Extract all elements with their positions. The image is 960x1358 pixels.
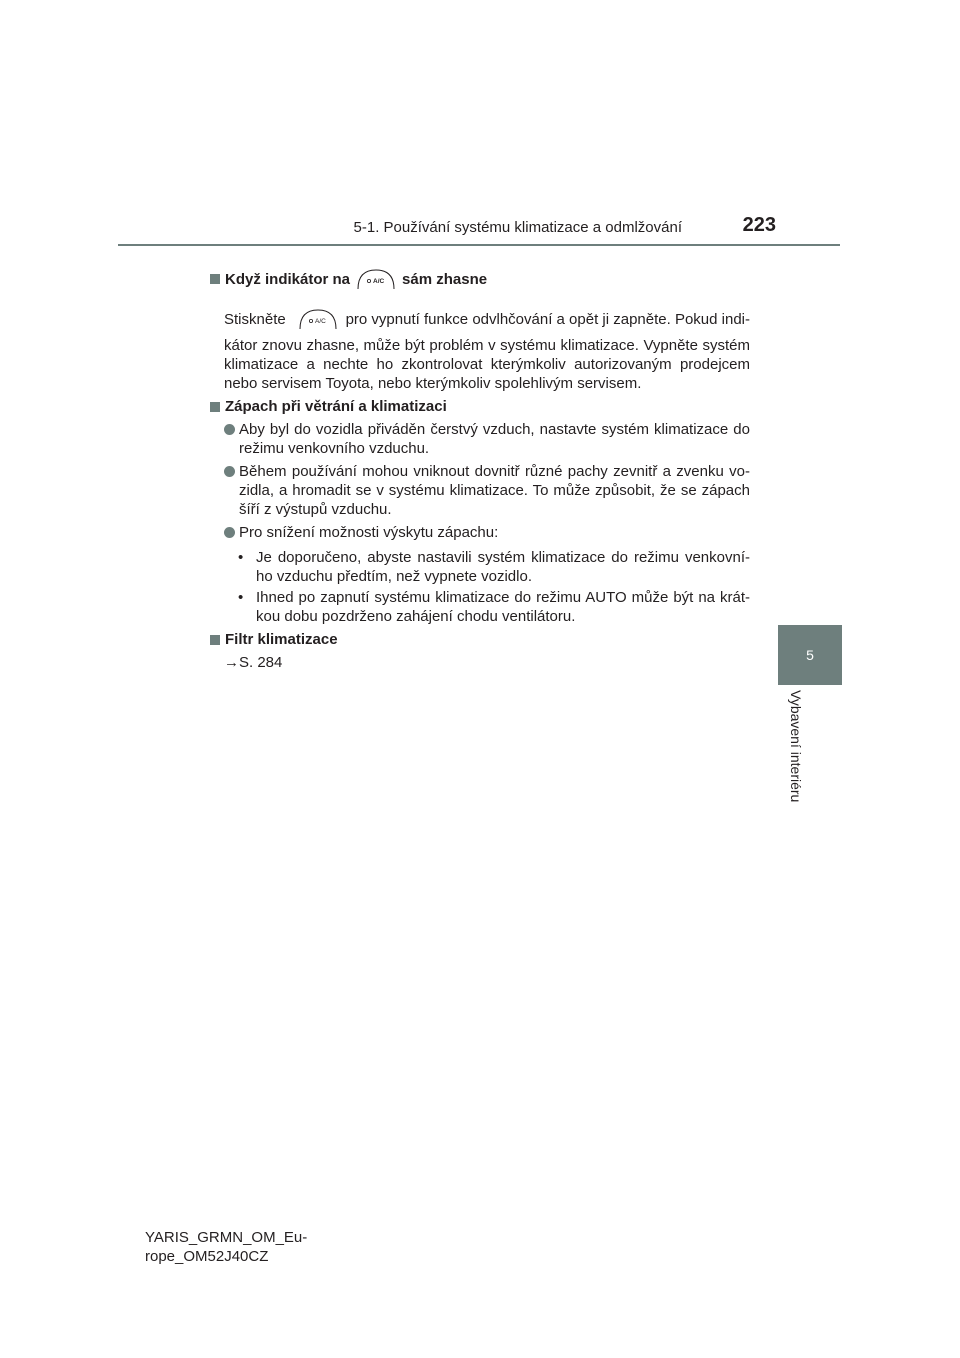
heading-text: Když indikátor na bbox=[225, 270, 351, 288]
list-item-text: Během používání mohou vniknout dovnitř různé pachy zevnitř a zvenku vo-zidla, a hromadit se v systému klimatizace. To může způsobit, že se zápach šíří z výstupů vzduchu. bbox=[239, 463, 750, 518]
list-item bbox=[224, 420, 750, 458]
circle-bullet-icon bbox=[224, 424, 235, 435]
ac-icon-label: A/C bbox=[314, 318, 326, 325]
dot-bullet-icon: • bbox=[238, 549, 244, 566]
heading-text: Filtr klimatizace bbox=[225, 631, 338, 648]
paragraph-text: pro vypnutí funkce odvlhčování a opět ji zapněte. Pokud indi- bbox=[345, 310, 750, 328]
paragraph-text: Stiskněte bbox=[224, 310, 286, 328]
document-code-line: YARIS_GRMN_OM_Eu- bbox=[145, 1229, 308, 1246]
section-heading bbox=[210, 397, 750, 416]
ac-button-icon bbox=[296, 308, 336, 330]
square-bullet-icon bbox=[210, 635, 220, 645]
paragraph bbox=[224, 308, 750, 330]
paragraph: kátor znovu zhasne, může být problém v systému klimatizace. Vypněte systém klimatizace a nechte ho zkontrolovat kterýmkoliv autorizovaným prodejcem nebo servisem Toyota, nebo kterýmkoliv spolehlivým servisem. bbox=[224, 337, 750, 392]
heading-text: sám zhasne bbox=[402, 270, 488, 288]
sub-list-item-text: Je doporučeno, abyste nastavili systém klimatizace do režimu venkovní-ho vzduchu předtím, než vypnete vozidlo. bbox=[256, 549, 750, 585]
list-item bbox=[224, 523, 750, 542]
list-item-text: Pro snížení možnosti výskytu zápachu: bbox=[239, 524, 499, 541]
page-reference: →S. 284 bbox=[224, 654, 283, 671]
header-divider bbox=[118, 244, 840, 246]
ac-button-icon bbox=[354, 268, 398, 290]
section-heading bbox=[210, 630, 750, 649]
section-heading bbox=[210, 268, 750, 290]
sub-list-item bbox=[238, 588, 750, 626]
section-title: 5-1. Používání systému klimatizace a odmlžování bbox=[353, 219, 682, 236]
list-item-text: Aby byl do vozidla přiváděn čerstvý vzduch, nastavte systém klimatizace do režimu venkovního vzduchu. bbox=[239, 421, 750, 457]
heading-text: Zápach při větrání a klimatizaci bbox=[225, 398, 447, 415]
document-code-line: rope_OM52J40CZ bbox=[145, 1248, 269, 1265]
square-bullet-icon bbox=[210, 274, 220, 284]
circle-bullet-icon bbox=[224, 527, 235, 538]
chapter-tab bbox=[778, 625, 842, 685]
ac-icon-label: A/C bbox=[373, 278, 385, 285]
sub-list-item bbox=[238, 548, 750, 586]
dot-bullet-icon: • bbox=[238, 589, 244, 606]
circle-bullet-icon bbox=[224, 466, 235, 477]
chapter-title: Vybavení interiéru bbox=[788, 690, 804, 803]
sub-list-item-text: Ihned po zapnutí systému klimatizace do režimu AUTO může být na krát-kou dobu pozdrženo zahájení chodu ventilátoru. bbox=[256, 589, 750, 625]
square-bullet-icon bbox=[210, 402, 220, 412]
page-number: 223 bbox=[742, 214, 776, 236]
list-item bbox=[224, 462, 750, 519]
page-content bbox=[210, 268, 750, 672]
document-code bbox=[145, 1228, 307, 1266]
chapter-number: 5 bbox=[806, 647, 814, 663]
